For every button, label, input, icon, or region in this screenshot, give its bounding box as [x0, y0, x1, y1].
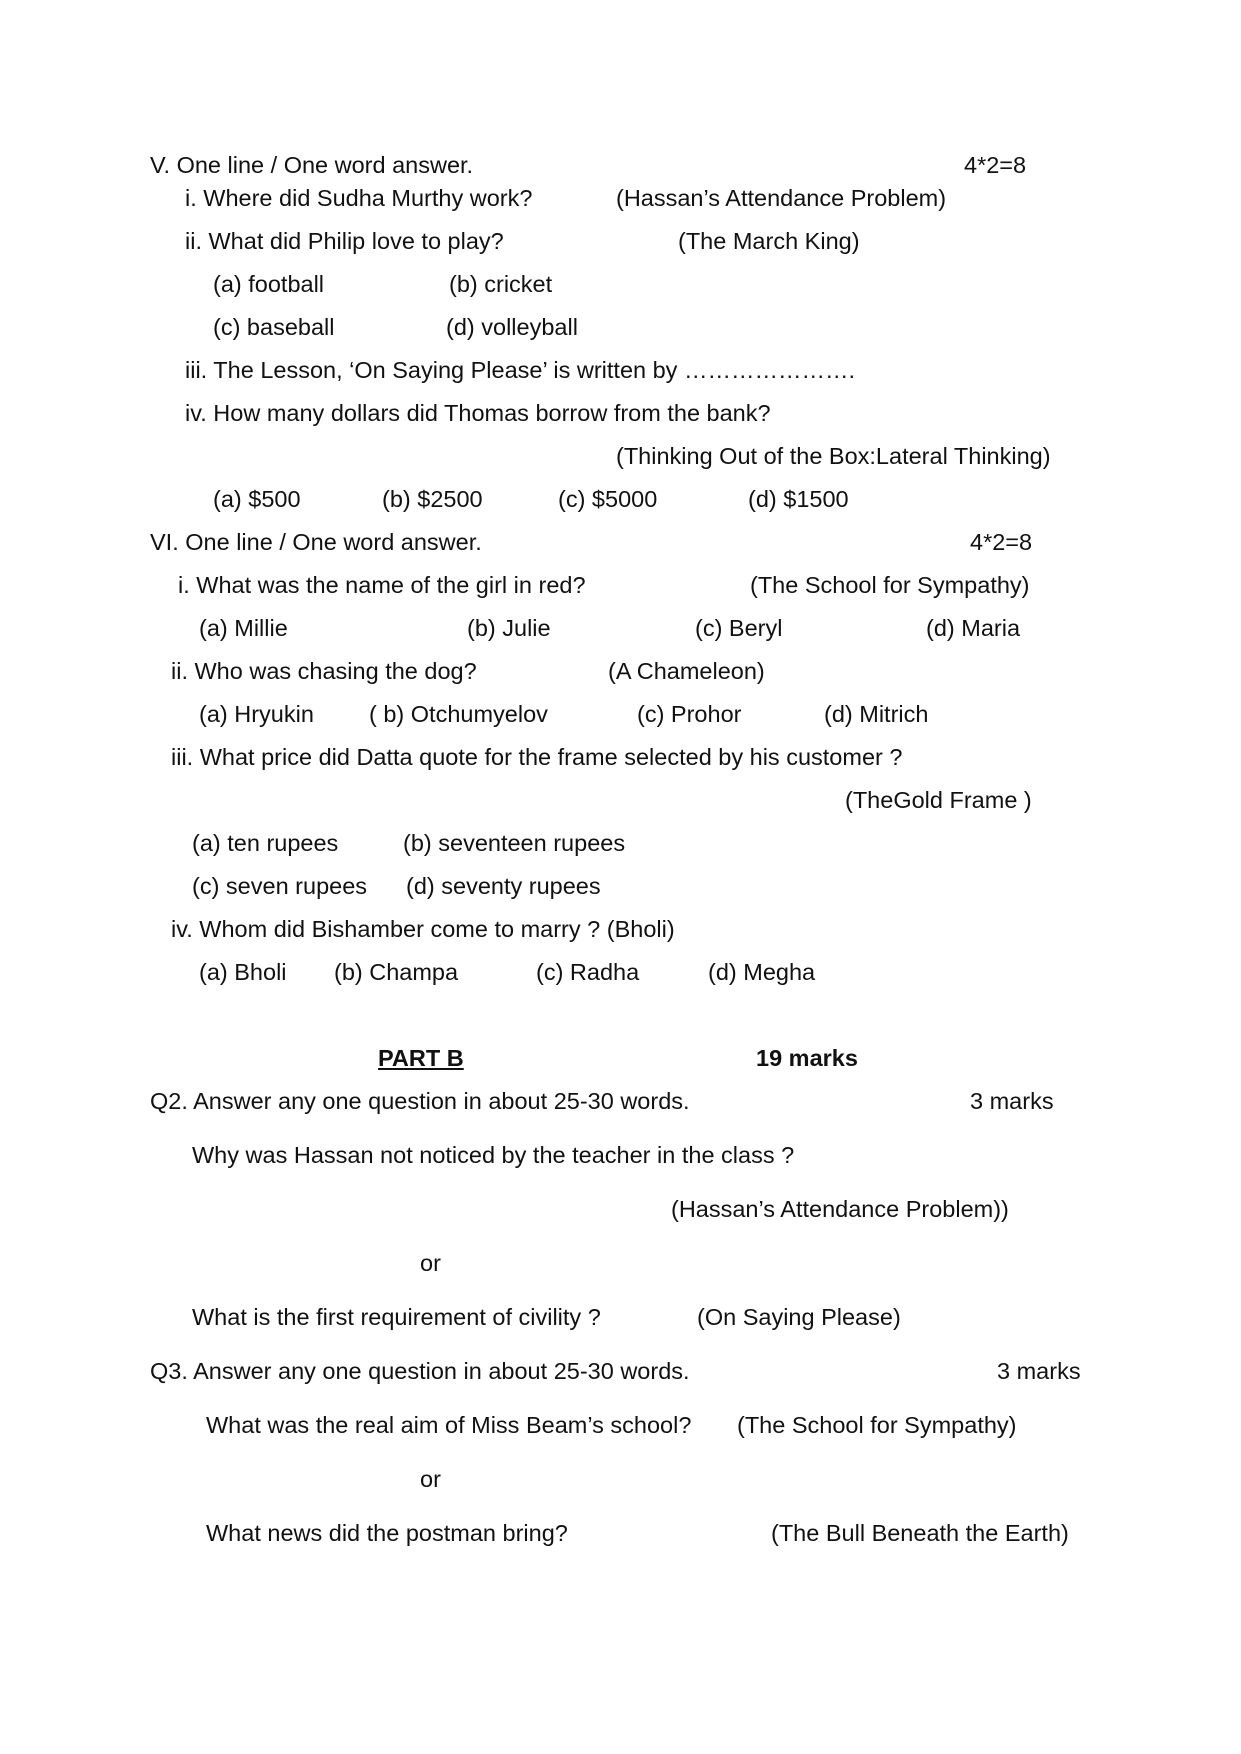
question-source: (The Bull Beneath the Earth) — [771, 1520, 1069, 1546]
answer-option: (d) Mitrich — [824, 701, 929, 727]
question-text: ii. What did Philip love to play? — [185, 228, 504, 254]
question-text: iv. Whom did Bishamber come to marry ? (Bholi) — [171, 916, 675, 942]
answer-option: (a) Hryukin — [199, 701, 314, 727]
part-b-marks: 19 marks — [756, 1045, 858, 1071]
question-text: What news did the postman bring? — [206, 1520, 568, 1546]
answer-option: (a) Millie — [199, 615, 288, 641]
question-text: ii. Who was chasing the dog? — [171, 658, 477, 684]
question-source: (A Chameleon) — [608, 658, 765, 684]
question-source: (The School for Sympathy) — [737, 1412, 1017, 1438]
part-b-title: PART B — [378, 1045, 464, 1071]
q3-marks: 3 marks — [997, 1358, 1081, 1384]
or-separator: or — [420, 1466, 441, 1492]
answer-option: (b) Champa — [334, 959, 459, 985]
question-source: (On Saying Please) — [697, 1304, 901, 1330]
question-source: (TheGold Frame ) — [845, 787, 1032, 813]
answer-option: (d) Megha — [708, 959, 816, 985]
question-source: (Hassan’s Attendance Problem)) — [671, 1196, 1009, 1222]
q2-instruction: Q2. Answer any one question in about 25-30 words. — [150, 1088, 690, 1114]
answer-option: (c) Beryl — [695, 615, 783, 641]
question-source: (Thinking Out of the Box:Lateral Thinking) — [616, 443, 1051, 469]
question-text: What is the first requirement of civility ? — [192, 1304, 601, 1330]
section-v-heading: V. One line / One word answer. — [150, 152, 474, 178]
answer-option: (c) Prohor — [637, 701, 742, 727]
answer-option: (d) volleyball — [446, 314, 578, 340]
answer-option: (a) football — [213, 271, 325, 297]
question-text: i. Where did Sudha Murthy work? — [185, 185, 533, 211]
answer-option: (c) seven rupees — [192, 873, 368, 899]
answer-option: (d) $1500 — [748, 486, 849, 512]
answer-option: (b) cricket — [449, 271, 553, 297]
question-text: iv. How many dollars did Thomas borrow from the bank? — [185, 400, 771, 426]
answer-option: (c) $5000 — [558, 486, 658, 512]
answer-option: (d) Maria — [926, 615, 1021, 641]
q2-marks: 3 marks — [970, 1088, 1054, 1114]
or-separator: or — [420, 1250, 441, 1276]
question-text: What was the real aim of Miss Beam’s school? — [206, 1412, 692, 1438]
question-text: i. What was the name of the girl in red? — [178, 572, 586, 598]
question-source: (The March King) — [678, 228, 860, 254]
question-text: iii. The Lesson, ‘On Saying Please’ is written by …………………. — [185, 357, 855, 383]
answer-option: (c) baseball — [213, 314, 335, 340]
answer-option: (b) seventeen rupees — [403, 830, 626, 856]
answer-option: (a) $500 — [213, 486, 301, 512]
answer-option: (c) Radha — [536, 959, 640, 985]
answer-option: (a) ten rupees — [192, 830, 339, 856]
answer-option: (b) $2500 — [382, 486, 483, 512]
answer-option: (a) Bholi — [199, 959, 287, 985]
section-vi-marks: 4*2=8 — [970, 529, 1033, 555]
section-vi-heading: VI. One line / One word answer. — [150, 529, 482, 555]
question-text: iii. What price did Datta quote for the frame selected by his customer ? — [171, 744, 903, 770]
section-v-marks: 4*2=8 — [964, 152, 1027, 178]
question-source: (Hassan’s Attendance Problem) — [616, 185, 947, 211]
question-text: Why was Hassan not noticed by the teacher in the class ? — [192, 1142, 795, 1168]
answer-option: (d) seventy rupees — [406, 873, 601, 899]
question-source: (The School for Sympathy) — [750, 572, 1030, 598]
q3-instruction: Q3. Answer any one question in about 25-30 words. — [150, 1358, 690, 1384]
answer-option: (b) Julie — [467, 615, 551, 641]
answer-option: ( b) Otchumyelov — [369, 701, 548, 727]
